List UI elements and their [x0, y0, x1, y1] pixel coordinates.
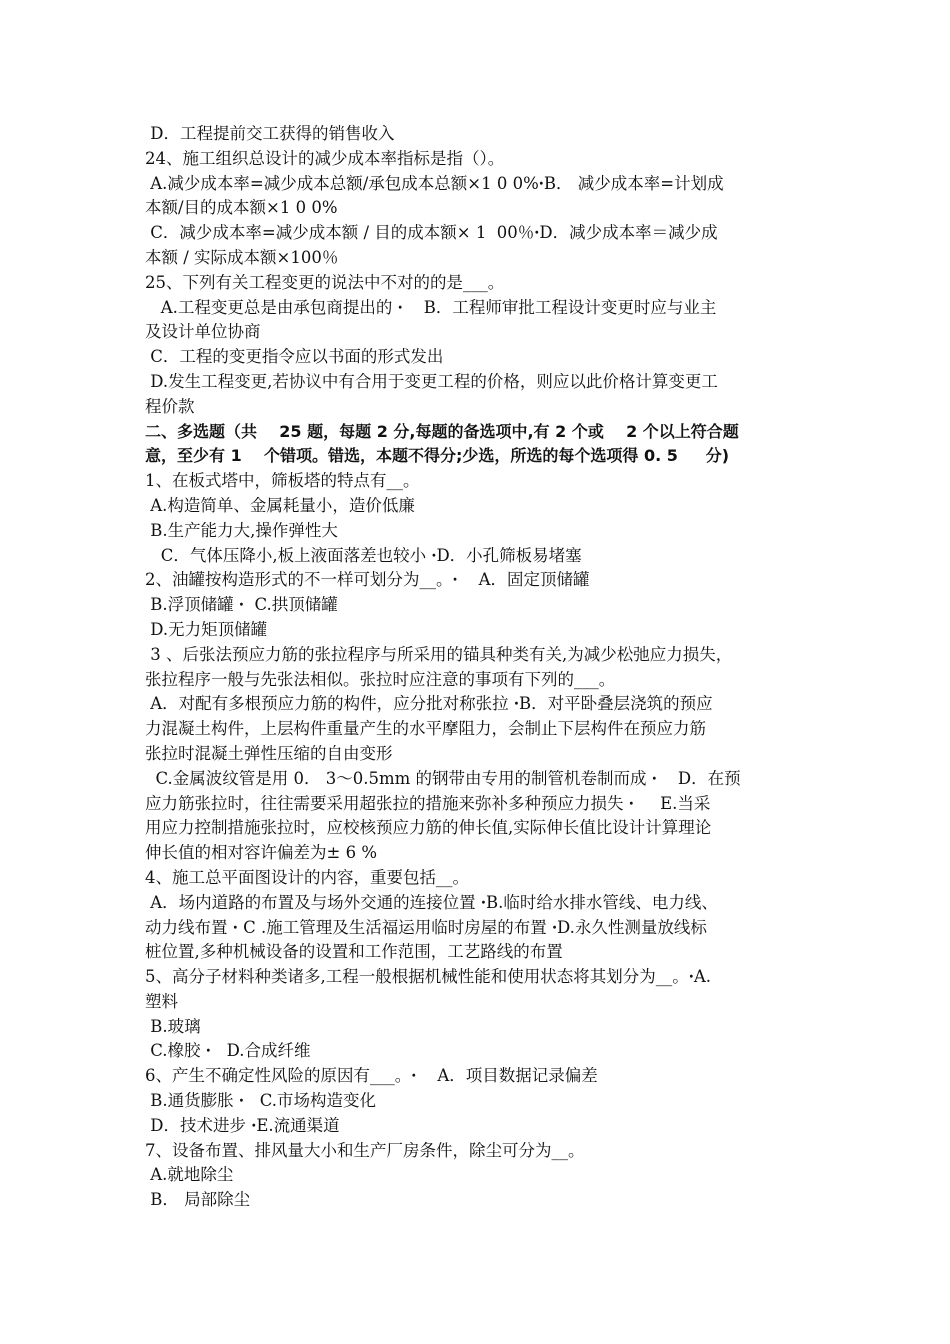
option-line: C．气体压降小,板上液面落差也较小 ꞏD．小孔筛板易堵塞 [145, 545, 582, 565]
option-line: B.玻璃 [145, 1016, 201, 1036]
option-line: D.无力矩顶储罐 [145, 619, 268, 639]
option-line: A.减少成本率=减少成本总额/承包成本总额×1 0 0%ꞏB． 减少成本率=计划成 [145, 173, 724, 193]
question-2: 2、油罐按构造形式的不一样可划分为__。ꞏ A．固定顶储罐 [145, 570, 590, 590]
option-line: A.工程变更总是由承包商提出的 ꞏ B．工程师审批工程设计变更时应与业主 [145, 297, 717, 317]
option-line: 动力线布置 ꞏ C .施工管理及生活福运用临时房屋的布置 ꞏD.永久性测量放线标 [145, 917, 707, 937]
option-line: C.金属波纹管是用 0． 3～0.5mm 的钢带由专用的制管机卷制而成 ꞏ D．在预 [145, 768, 741, 788]
option-line: A．场内道路的布置及与场外交通的连接位置 ꞏB.临时给水排水管线、电力线、 [145, 892, 718, 912]
question-1: 1、在板式塔中，筛板塔的特点有__。 [145, 471, 420, 491]
option-line: C．工程的变更指令应以书面的形式发出 [145, 347, 444, 367]
question-7: 7、设备布置、排风量大小和生产厂房条件，除尘可分为__。 [145, 1140, 585, 1160]
option-line: C．减少成本率=减少成本额 / 目的成本额× 1 00％ꞏD．减少成本率＝减少成 [145, 223, 718, 243]
question-3-cont: 张拉程序一般与先张法相似。张拉时应注意的事项有下列的___。 [145, 669, 616, 689]
section-heading: 意，至少有 1 个错项。错选，本题不得分;少选，所选的每个选项得 0. 5 分) [145, 446, 730, 466]
option-line: D．技术进步 ꞏE.流通渠道 [145, 1115, 340, 1135]
question-4: 4、施工总平面图设计的内容，重要包括__。 [145, 867, 469, 887]
option-line: 本额/目的成本额×1 0 0% [145, 198, 338, 218]
option-line: B.浮顶储罐 ꞏ C.拱顶储罐 [145, 595, 338, 615]
option-line: 塑料 [145, 991, 178, 1011]
question-24: 24、施工组织总设计的减少成本率指标是指（）。 [145, 148, 505, 168]
option-line: 应力筋张拉时，往往需要采用超张拉的措施来弥补多种预应力损失 ꞏ E.当采 [145, 793, 711, 813]
option-line: D．工程提前交工获得的销售收入 [145, 124, 395, 143]
option-line: A．对配有多根预应力筋的构件，应分批对称张拉 ꞏB．对平卧叠层浇筑的预应 [145, 694, 713, 714]
option-line: 用应力控制措施张拉时，应校核预应力筋的伸长值,实际伸长值比设计计算理论 [145, 818, 712, 838]
option-line: A.构造简单、金属耗量小，造价低廉 [145, 495, 415, 515]
option-line: 程价款 [145, 396, 195, 416]
option-line: 伸长值的相对容许偏差为± 6 % [145, 843, 377, 863]
section-heading: 二、多选题（共 25 题，每题 2 分,每题的备选项中,有 2 个或 2 个以上符合题 [145, 421, 739, 441]
option-line: 桩位置,多种机械设备的设置和工作范围，工艺路线的布置 [145, 942, 563, 962]
option-line: A.就地除尘 [145, 1165, 234, 1185]
option-line: 张拉时混凝土弹性压缩的自由变形 [145, 743, 393, 763]
option-line: D.发生工程变更,若协议中有合用于变更工程的价格，则应以此价格计算变更工 [145, 371, 718, 391]
question-6: 6、产生不确定性风险的原因有___。ꞏ A．项目数据记录偏差 [145, 1066, 598, 1086]
question-5: 5、高分子材料种类诸多,工程一般根据机械性能和使用状态将其划分为__。ꞏA. [145, 967, 712, 987]
option-line: 本额 / 实际成本额×100％ [145, 247, 339, 267]
option-line: B.生产能力大,操作弹性大 [145, 520, 338, 540]
option-line: 及设计单位协商 [145, 322, 261, 342]
option-line: C.橡胶 ꞏ D.合成纤维 [145, 1041, 311, 1061]
option-line: 力混凝土构件，上层构件重量产生的水平摩阻力，会制止下层构件在预应力筋 [145, 719, 706, 739]
document-page [145, 122, 815, 1213]
question-3: 3 、后张法预应力筋的张拉程序与所采用的锚具种类有关,为减少松弛应力损失， [145, 644, 733, 664]
option-line: B.通货膨胀 ꞏ C.市场构造变化 [145, 1091, 376, 1111]
option-line: B． 局部除尘 [145, 1190, 251, 1210]
question-25: 25、下列有关工程变更的说法中不对的的是___。 [145, 272, 505, 292]
